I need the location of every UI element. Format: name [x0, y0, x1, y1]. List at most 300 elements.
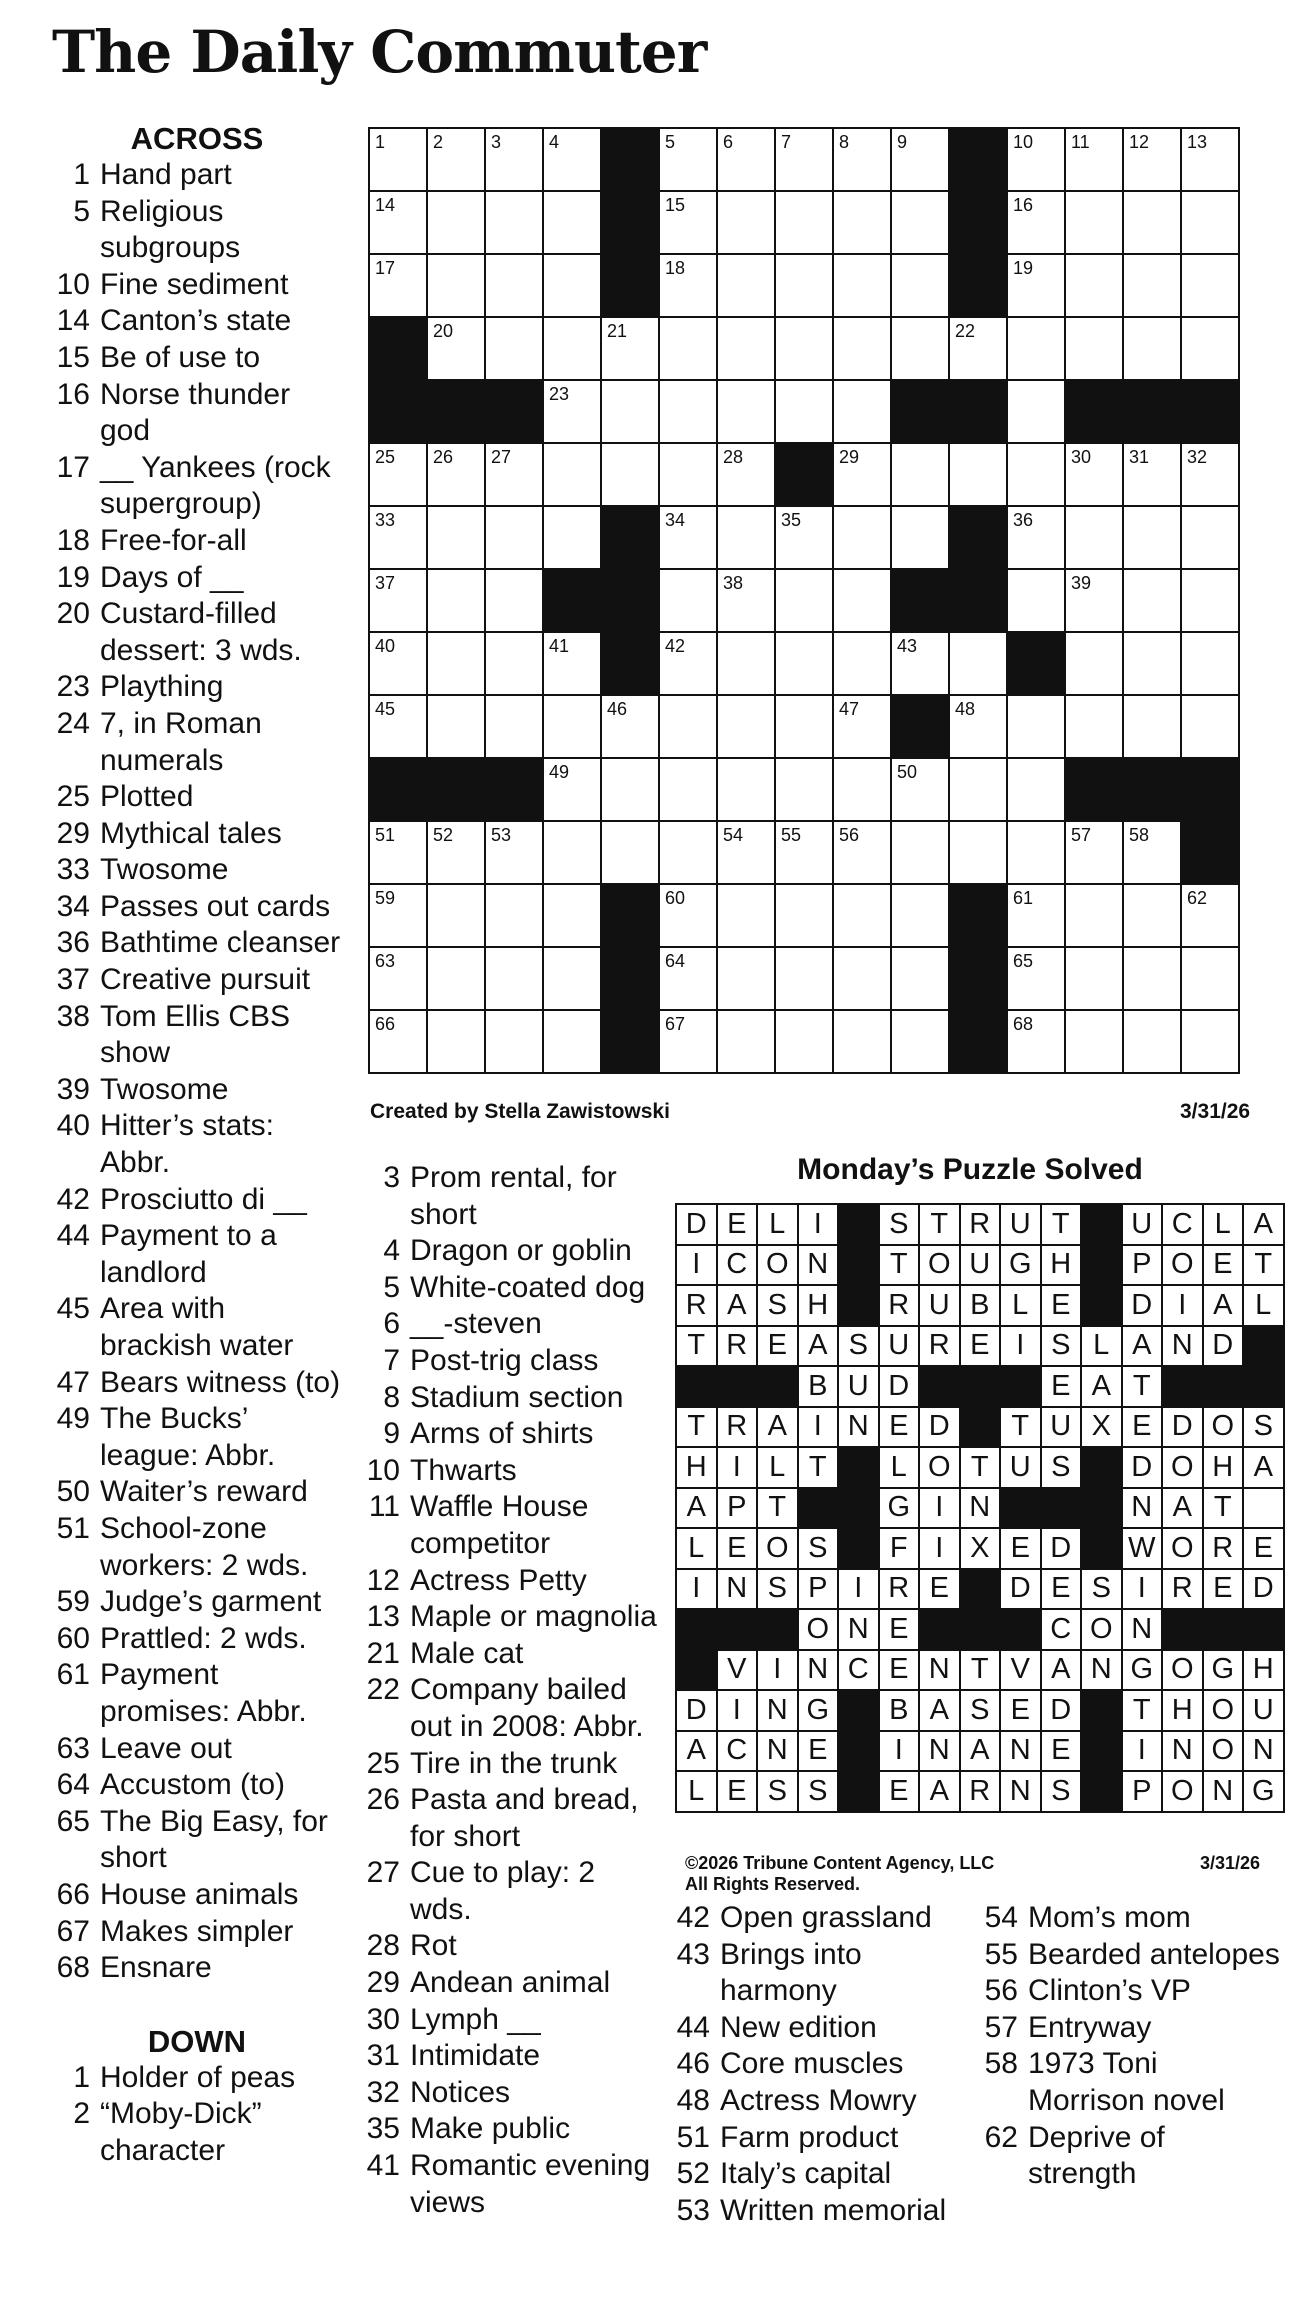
grid-cell[interactable]	[485, 443, 543, 506]
grid-cell[interactable]	[485, 947, 543, 1010]
grid-cell[interactable]	[1065, 506, 1123, 569]
across-clue-10[interactable]	[52, 267, 342, 304]
grid-cell[interactable]	[1007, 443, 1065, 506]
grid-cell[interactable]	[1007, 380, 1065, 443]
grid-cell[interactable]	[891, 443, 949, 506]
grid-cell[interactable]	[891, 947, 949, 1010]
across-clue-14[interactable]	[52, 303, 342, 340]
grid-cell[interactable]	[427, 1010, 485, 1073]
across-clue-5[interactable]	[52, 194, 342, 267]
grid-cell[interactable]	[1065, 695, 1123, 758]
grid-cell[interactable]	[717, 191, 775, 254]
across-clue-25[interactable]	[52, 779, 342, 816]
grid-cell[interactable]	[427, 254, 485, 317]
grid-cell[interactable]	[833, 947, 891, 1010]
grid-cell[interactable]	[717, 947, 775, 1010]
down-clue-43[interactable]	[672, 1937, 972, 2010]
clue-number: 5	[383, 1270, 400, 1304]
grid-cell[interactable]	[949, 632, 1007, 695]
grid-cell[interactable]	[543, 695, 601, 758]
grid-cell[interactable]	[601, 758, 659, 821]
grid-cell[interactable]	[775, 254, 833, 317]
across-clue-51[interactable]	[52, 1511, 342, 1584]
grid-cell[interactable]	[369, 695, 427, 758]
grid-cell[interactable]	[775, 1010, 833, 1073]
grid-cell[interactable]	[775, 632, 833, 695]
solution-cell: B	[960, 1285, 1001, 1326]
grid-cell[interactable]	[427, 695, 485, 758]
grid-cell[interactable]	[1007, 947, 1065, 1010]
down-clue-13[interactable]	[362, 1599, 662, 1636]
down-clue-10[interactable]	[362, 1453, 662, 1490]
grid-cell[interactable]	[1123, 128, 1181, 191]
across-clue-45[interactable]	[52, 1291, 342, 1364]
grid-cell[interactable]	[427, 884, 485, 947]
grid-cell[interactable]	[369, 632, 427, 695]
grid-cell[interactable]	[717, 380, 775, 443]
down-clue-21[interactable]	[362, 1636, 662, 1673]
grid-cell[interactable]	[601, 695, 659, 758]
grid-cell[interactable]	[891, 632, 949, 695]
cell-number: 49	[549, 762, 570, 782]
grid-cell[interactable]	[1007, 1010, 1065, 1073]
solution-cell: C	[717, 1731, 758, 1772]
across-clue-17[interactable]	[52, 450, 342, 523]
grid-cell[interactable]	[427, 191, 485, 254]
grid-cell[interactable]	[833, 821, 891, 884]
grid-cell[interactable]	[485, 632, 543, 695]
grid-cell[interactable]	[949, 443, 1007, 506]
across-clue-36[interactable]	[52, 925, 342, 962]
grid-cell[interactable]	[659, 254, 717, 317]
grid-cell[interactable]	[1065, 443, 1123, 506]
solution-cell: O	[1203, 1731, 1244, 1772]
down-clue-48[interactable]	[672, 2083, 972, 2120]
grid-cell[interactable]	[543, 884, 601, 947]
grid-cell[interactable]	[659, 443, 717, 506]
grid-cell[interactable]	[833, 506, 891, 569]
grid-cell[interactable]	[485, 884, 543, 947]
grid-cell[interactable]	[427, 947, 485, 1010]
solution-cell: D	[1162, 1407, 1203, 1448]
grid-cell[interactable]	[1007, 254, 1065, 317]
grid-cell[interactable]	[775, 884, 833, 947]
grid-cell[interactable]	[485, 128, 543, 191]
grid-cell[interactable]	[659, 380, 717, 443]
grid-cell[interactable]	[775, 695, 833, 758]
grid-cell[interactable]	[1007, 695, 1065, 758]
grid-cell[interactable]	[833, 380, 891, 443]
grid-cell[interactable]	[427, 443, 485, 506]
grid-cell[interactable]	[1123, 1010, 1181, 1073]
down-clue-57[interactable]	[980, 2010, 1280, 2047]
down-clue-4[interactable]	[362, 1233, 662, 1270]
grid-cell[interactable]	[1181, 569, 1239, 632]
across-clue-15[interactable]	[52, 340, 342, 377]
down-clue-56[interactable]	[980, 1973, 1280, 2010]
down-clue-3[interactable]	[362, 1160, 662, 1233]
grid-cell[interactable]	[833, 317, 891, 380]
solution-cell: A	[676, 1488, 717, 1529]
grid-cell[interactable]	[1007, 317, 1065, 380]
grid-cell[interactable]	[833, 695, 891, 758]
grid-cell[interactable]	[1065, 317, 1123, 380]
grid-cell[interactable]	[427, 317, 485, 380]
grid-cell[interactable]	[775, 821, 833, 884]
grid-cell[interactable]	[427, 821, 485, 884]
grid-cell[interactable]	[717, 1010, 775, 1073]
grid-cell[interactable]	[485, 569, 543, 632]
solution-cell: G	[879, 1488, 920, 1529]
solution-cell: I	[717, 1447, 758, 1488]
down-clue-1[interactable]	[52, 2060, 342, 2097]
down-clue-58[interactable]	[980, 2046, 1280, 2119]
down-clue-51[interactable]	[672, 2120, 972, 2157]
down-clue-26[interactable]	[362, 1782, 662, 1855]
grid-cell[interactable]	[775, 191, 833, 254]
black-square	[949, 884, 1007, 947]
grid-cell[interactable]	[543, 632, 601, 695]
down-clue-29[interactable]	[362, 1965, 662, 2002]
black-square	[949, 128, 1007, 191]
across-clue-38[interactable]	[52, 999, 342, 1072]
grid-cell[interactable]	[891, 191, 949, 254]
grid-cell[interactable]	[543, 191, 601, 254]
grid-cell[interactable]	[717, 632, 775, 695]
solution-cell: D	[1000, 1569, 1041, 1610]
grid-cell[interactable]	[1123, 506, 1181, 569]
down-clue-41[interactable]	[362, 2148, 662, 2221]
grid-cell[interactable]	[1123, 254, 1181, 317]
grid-cell[interactable]	[369, 254, 427, 317]
grid-cell[interactable]	[775, 569, 833, 632]
down-clue-53[interactable]	[672, 2193, 972, 2230]
solution-black-square	[960, 1609, 1001, 1650]
grid-cell[interactable]	[427, 569, 485, 632]
grid-cell[interactable]	[833, 254, 891, 317]
grid-cell[interactable]	[1181, 947, 1239, 1010]
grid-cell[interactable]	[1181, 632, 1239, 695]
down-clue-42[interactable]	[672, 1900, 972, 1937]
grid-cell[interactable]	[717, 317, 775, 380]
grid-cell[interactable]	[659, 821, 717, 884]
solution-cell: N	[960, 1488, 1001, 1529]
grid-cell[interactable]	[717, 758, 775, 821]
grid-cell[interactable]	[1181, 443, 1239, 506]
down-clue-27[interactable]	[362, 1855, 662, 1928]
crossword-grid[interactable]	[368, 127, 1240, 1074]
across-clue-33[interactable]	[52, 852, 342, 889]
grid-cell[interactable]	[1007, 506, 1065, 569]
grid-cell[interactable]	[1181, 128, 1239, 191]
grid-cell[interactable]	[369, 1010, 427, 1073]
across-clue-63[interactable]	[52, 1731, 342, 1768]
grid-cell[interactable]	[775, 506, 833, 569]
grid-cell[interactable]	[543, 1010, 601, 1073]
across-clue-49[interactable]	[52, 1401, 342, 1474]
grid-cell[interactable]	[543, 443, 601, 506]
across-clue-24[interactable]	[52, 706, 342, 779]
grid-cell[interactable]	[427, 632, 485, 695]
grid-cell[interactable]	[1007, 569, 1065, 632]
across-clue-29[interactable]	[52, 816, 342, 853]
grid-cell[interactable]	[659, 506, 717, 569]
grid-cell[interactable]	[717, 884, 775, 947]
grid-cell[interactable]	[369, 821, 427, 884]
grid-cell[interactable]	[1007, 821, 1065, 884]
down-clue-30[interactable]	[362, 2002, 662, 2039]
cell-number: 2	[433, 132, 444, 152]
grid-cell[interactable]	[485, 821, 543, 884]
grid-cell[interactable]	[775, 758, 833, 821]
down-clue-44[interactable]	[672, 2010, 972, 2047]
grid-cell[interactable]	[601, 443, 659, 506]
grid-cell[interactable]	[369, 128, 427, 191]
cell-number: 19	[1013, 258, 1034, 278]
grid-cell[interactable]	[659, 191, 717, 254]
grid-cell[interactable]	[949, 758, 1007, 821]
down-clue-28[interactable]	[362, 1928, 662, 1965]
clue-text: Actress Petty	[410, 1563, 587, 1597]
grid-cell[interactable]	[1123, 317, 1181, 380]
grid-cell[interactable]	[775, 380, 833, 443]
grid-cell[interactable]	[485, 191, 543, 254]
grid-cell[interactable]	[891, 821, 949, 884]
down-clue-9[interactable]	[362, 1416, 662, 1453]
grid-cell[interactable]	[1123, 947, 1181, 1010]
grid-cell[interactable]	[833, 191, 891, 254]
grid-cell[interactable]	[543, 380, 601, 443]
across-clue-40[interactable]	[52, 1108, 342, 1181]
grid-cell[interactable]	[1181, 1010, 1239, 1073]
grid-cell[interactable]	[775, 317, 833, 380]
across-clue-47[interactable]	[52, 1365, 342, 1402]
grid-cell[interactable]	[1181, 317, 1239, 380]
cell-number: 66	[375, 1014, 396, 1034]
grid-cell[interactable]	[1065, 947, 1123, 1010]
down-clue-32[interactable]	[362, 2075, 662, 2112]
grid-cell[interactable]	[891, 254, 949, 317]
grid-cell[interactable]	[543, 947, 601, 1010]
grid-cell[interactable]	[543, 821, 601, 884]
across-clue-59[interactable]	[52, 1584, 342, 1621]
grid-cell[interactable]	[369, 506, 427, 569]
solution-cell: T	[1203, 1488, 1244, 1529]
grid-cell[interactable]	[1181, 191, 1239, 254]
grid-cell[interactable]	[717, 821, 775, 884]
across-clue-1[interactable]	[52, 157, 342, 194]
grid-cell[interactable]	[717, 254, 775, 317]
across-clue-64[interactable]	[52, 1767, 342, 1804]
across-clue-44[interactable]	[52, 1218, 342, 1291]
down-clue-31[interactable]	[362, 2038, 662, 2075]
grid-cell[interactable]	[1065, 569, 1123, 632]
grid-cell[interactable]	[1123, 884, 1181, 947]
grid-cell[interactable]	[833, 128, 891, 191]
grid-cell[interactable]	[1123, 191, 1181, 254]
across-clue-67[interactable]	[52, 1914, 342, 1951]
grid-cell[interactable]	[891, 758, 949, 821]
grid-cell[interactable]	[1123, 569, 1181, 632]
down-clue-12[interactable]	[362, 1563, 662, 1600]
grid-cell[interactable]	[833, 569, 891, 632]
grid-cell[interactable]	[1123, 821, 1181, 884]
grid-cell[interactable]	[369, 191, 427, 254]
across-clue-66[interactable]	[52, 1877, 342, 1914]
grid-cell[interactable]	[543, 128, 601, 191]
grid-cell[interactable]	[1007, 884, 1065, 947]
grid-cell[interactable]	[1181, 506, 1239, 569]
down-clue-55[interactable]	[980, 1937, 1280, 1974]
grid-cell[interactable]	[1181, 695, 1239, 758]
grid-cell[interactable]	[717, 128, 775, 191]
grid-cell[interactable]	[717, 569, 775, 632]
grid-cell[interactable]	[775, 128, 833, 191]
down-clue-2[interactable]	[52, 2096, 342, 2169]
grid-cell[interactable]	[1007, 191, 1065, 254]
clue-number: 7	[383, 1343, 400, 1377]
across-clue-23[interactable]	[52, 669, 342, 706]
grid-cell[interactable]	[1181, 884, 1239, 947]
across-clue-37[interactable]	[52, 962, 342, 999]
clue-number: 62	[984, 2120, 1018, 2154]
grid-cell[interactable]	[369, 569, 427, 632]
cell-number: 12	[1129, 132, 1150, 152]
across-clue-65[interactable]	[52, 1804, 342, 1877]
grid-cell[interactable]	[1065, 1010, 1123, 1073]
grid-cell[interactable]	[369, 947, 427, 1010]
grid-cell[interactable]	[1181, 254, 1239, 317]
down-clue-7[interactable]	[362, 1343, 662, 1380]
grid-cell[interactable]	[1065, 191, 1123, 254]
grid-cell[interactable]	[833, 1010, 891, 1073]
grid-cell[interactable]	[717, 443, 775, 506]
grid-cell[interactable]	[543, 758, 601, 821]
grid-cell[interactable]	[833, 884, 891, 947]
down-clue-52[interactable]	[672, 2156, 972, 2193]
grid-cell[interactable]	[891, 317, 949, 380]
solution-cell: A	[1162, 1488, 1203, 1529]
grid-cell[interactable]	[891, 884, 949, 947]
grid-cell[interactable]	[775, 947, 833, 1010]
across-clue-19[interactable]	[52, 560, 342, 597]
clue-text: Andean animal	[410, 1966, 611, 2000]
grid-cell[interactable]	[659, 317, 717, 380]
grid-cell[interactable]	[717, 506, 775, 569]
clue-number: 58	[984, 2047, 1018, 2081]
grid-cell[interactable]	[949, 317, 1007, 380]
grid-cell[interactable]	[891, 1010, 949, 1073]
across-clue-60[interactable]	[52, 1621, 342, 1658]
grid-cell[interactable]	[833, 443, 891, 506]
grid-cell[interactable]	[1065, 254, 1123, 317]
grid-cell[interactable]	[601, 821, 659, 884]
grid-cell[interactable]	[949, 821, 1007, 884]
grid-cell[interactable]	[601, 317, 659, 380]
down-clue-6[interactable]	[362, 1306, 662, 1343]
down-clue-8[interactable]	[362, 1380, 662, 1417]
down-clue-11[interactable]	[362, 1489, 662, 1562]
grid-cell[interactable]	[659, 884, 717, 947]
grid-cell[interactable]	[601, 380, 659, 443]
across-clue-16[interactable]	[52, 377, 342, 450]
down-clue-62[interactable]	[980, 2120, 1280, 2193]
grid-cell[interactable]	[1123, 443, 1181, 506]
grid-cell[interactable]	[659, 128, 717, 191]
grid-cell[interactable]	[891, 506, 949, 569]
grid-cell[interactable]	[543, 506, 601, 569]
black-square	[369, 317, 427, 380]
grid-cell[interactable]	[659, 632, 717, 695]
grid-cell[interactable]	[369, 884, 427, 947]
across-clue-20[interactable]	[52, 596, 342, 669]
grid-cell[interactable]	[833, 632, 891, 695]
across-clue-61[interactable]	[52, 1657, 342, 1730]
grid-cell[interactable]	[1007, 758, 1065, 821]
grid-cell[interactable]	[659, 947, 717, 1010]
grid-cell[interactable]	[485, 254, 543, 317]
solution-black-square	[838, 1690, 879, 1731]
across-clue-18[interactable]	[52, 523, 342, 560]
grid-cell[interactable]	[833, 758, 891, 821]
solution-black-square	[1081, 1245, 1122, 1286]
grid-cell[interactable]	[717, 695, 775, 758]
solution-cell: O	[757, 1245, 798, 1286]
down-clue-25[interactable]	[362, 1746, 662, 1783]
grid-cell[interactable]	[659, 1010, 717, 1073]
grid-cell[interactable]	[427, 506, 485, 569]
grid-cell[interactable]	[1123, 695, 1181, 758]
grid-cell[interactable]	[1123, 632, 1181, 695]
grid-cell[interactable]	[485, 317, 543, 380]
grid-cell[interactable]	[949, 695, 1007, 758]
grid-cell[interactable]	[427, 128, 485, 191]
across-clue-68[interactable]	[52, 1950, 342, 1987]
across-clue-42[interactable]	[52, 1182, 342, 1219]
clue-text: White-coated dog	[410, 1270, 646, 1304]
across-clue-39[interactable]	[52, 1072, 342, 1109]
grid-cell[interactable]	[1065, 128, 1123, 191]
down-clue-54[interactable]	[980, 1900, 1280, 1937]
grid-cell[interactable]	[1065, 884, 1123, 947]
across-clue-50[interactable]	[52, 1474, 342, 1511]
grid-cell[interactable]	[543, 317, 601, 380]
solution-cell: O	[919, 1245, 960, 1286]
solution-cell: T	[676, 1326, 717, 1367]
grid-cell[interactable]	[485, 506, 543, 569]
clue-text: Norse thunder god	[100, 377, 291, 448]
grid-cell[interactable]	[369, 443, 427, 506]
grid-cell[interactable]	[485, 1010, 543, 1073]
down-clue-35[interactable]	[362, 2111, 662, 2148]
grid-cell[interactable]	[1065, 821, 1123, 884]
grid-cell[interactable]	[543, 254, 601, 317]
grid-cell[interactable]	[659, 695, 717, 758]
grid-cell[interactable]	[485, 695, 543, 758]
grid-cell[interactable]	[659, 569, 717, 632]
solution-black-square	[1000, 1488, 1041, 1529]
down-clue-46[interactable]	[672, 2046, 972, 2083]
grid-cell[interactable]	[1007, 128, 1065, 191]
solution-cell: S	[757, 1771, 798, 1812]
grid-cell[interactable]	[659, 758, 717, 821]
clue-text: Hitter’s stats: Abbr.	[100, 1109, 274, 1180]
down-clue-5[interactable]	[362, 1270, 662, 1307]
across-clue-34[interactable]	[52, 889, 342, 926]
grid-cell[interactable]	[891, 128, 949, 191]
grid-cell[interactable]	[1065, 632, 1123, 695]
down-clue-22[interactable]	[362, 1672, 662, 1745]
